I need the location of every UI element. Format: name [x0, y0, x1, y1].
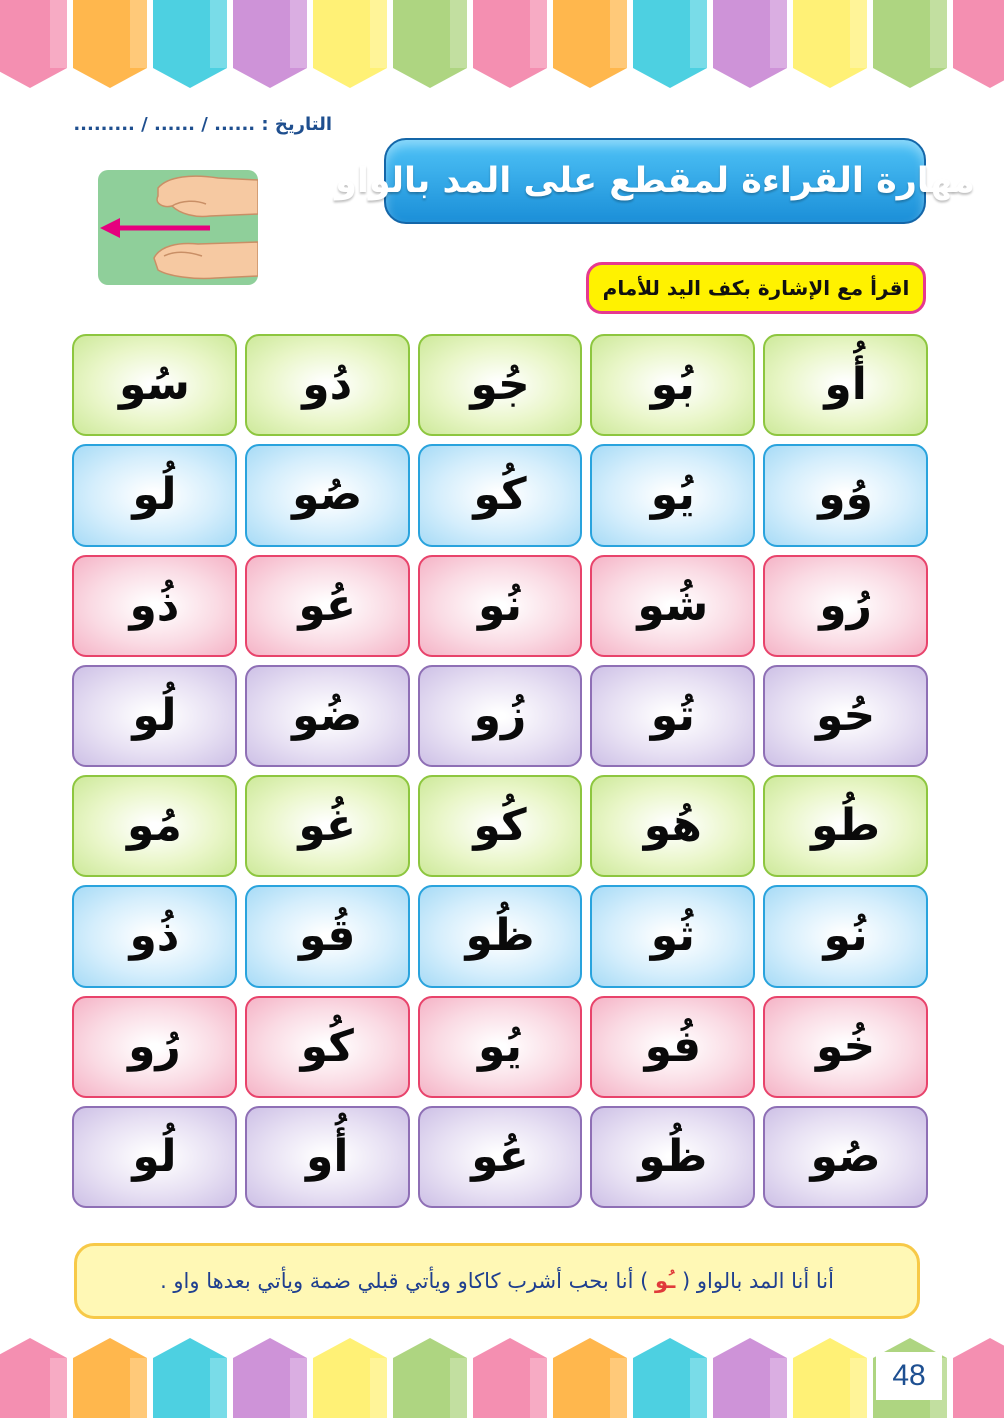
syllable-text: صُو: [292, 469, 363, 521]
pennant-shape: [953, 1338, 1004, 1418]
syllable-text: يُو: [477, 1020, 523, 1072]
syllable-text: ثُو: [650, 910, 695, 962]
syllable-text: ظُو: [465, 910, 535, 962]
syllable-text: كُو: [300, 1020, 354, 1072]
hand-gesture-illustration: [98, 170, 258, 285]
pennant-highlight: [930, 0, 947, 68]
syllable-text: شُو: [637, 579, 709, 631]
syllable-text: عُو: [471, 1130, 529, 1182]
pennant-highlight: [290, 1358, 307, 1418]
syllable-card: [418, 885, 583, 987]
syllable-card: [72, 665, 237, 767]
syllable-text: وُو: [818, 469, 873, 521]
syllable-card: [72, 1106, 237, 1208]
syllable-text: أُو: [306, 1130, 349, 1182]
hand-pointing-forward-icon: [98, 170, 258, 285]
syllable-text: حُو: [815, 689, 876, 741]
lesson-title: مهارة القراءة لمقطع على المد بالواو: [335, 161, 975, 201]
syllable-card: [418, 444, 583, 546]
syllable-card: [590, 775, 755, 877]
syllable-card: [245, 996, 410, 1098]
syllable-text: دُو: [302, 359, 353, 411]
pennant-highlight: [850, 1358, 867, 1418]
syllable-text: سُو: [118, 359, 190, 411]
syllable-card: [590, 334, 755, 436]
pennant-highlight: [610, 0, 627, 68]
rule-note-part1: أنا أنا المد بالواو (: [682, 1269, 834, 1293]
syllable-card: [763, 1106, 928, 1208]
syllable-text: لُو: [132, 469, 177, 521]
rule-note: [160, 1269, 834, 1293]
syllable-text: كُو: [473, 800, 527, 852]
pennant-highlight: [850, 0, 867, 68]
rule-note-highlight: ـُو: [654, 1269, 676, 1293]
pennant-highlight: [770, 1358, 787, 1418]
pennant-highlight: [370, 1358, 387, 1418]
syllable-text: ذُو: [129, 910, 180, 962]
lesson-title-box: [335, 138, 975, 224]
pennant-shape: [953, 0, 1004, 88]
syllable-card: [418, 665, 583, 767]
bottom-decorative-banner: [0, 1336, 1004, 1418]
pennant-highlight: [210, 1358, 227, 1418]
pennant-highlight: [50, 1358, 67, 1418]
syllable-card: [418, 1106, 583, 1208]
syllable-card: [418, 555, 583, 657]
syllable-text: غُو: [298, 800, 357, 852]
syllable-card: [763, 885, 928, 987]
syllable-text: زُو: [473, 689, 527, 741]
syllable-card: [72, 555, 237, 657]
syllable-card: [763, 996, 928, 1098]
pennant-highlight: [50, 0, 67, 68]
syllable-card: [763, 775, 928, 877]
rule-note-part2: ) أنا بحب أشرب كاكاو ويأتي قبلي ضمة ويأتي بعدها واو .: [160, 1269, 649, 1293]
syllable-card: [245, 444, 410, 546]
syllable-card: [763, 665, 928, 767]
syllable-text: يُو: [650, 469, 695, 521]
syllable-text: خُو: [815, 1020, 876, 1072]
syllable-text: جُو: [470, 359, 530, 411]
syllable-card: [72, 775, 237, 877]
bottom-pennant-shapes: [0, 1336, 1004, 1418]
syllable-card: [590, 665, 755, 767]
syllable-card: [590, 555, 755, 657]
syllable-card: [245, 775, 410, 877]
syllable-text: كُو: [473, 469, 527, 521]
syllable-card: [418, 775, 583, 877]
syllable-text: رُو: [819, 579, 872, 631]
syllable-card: [590, 885, 755, 987]
pennant-highlight: [690, 1358, 707, 1418]
syllable-text: صُو: [810, 1130, 881, 1182]
syllable-text: عُو: [298, 579, 357, 631]
page-number: 48: [876, 1352, 942, 1400]
syllable-card: [245, 885, 410, 987]
syllable-card: [245, 1106, 410, 1208]
syllable-text: رُو: [128, 1020, 181, 1072]
top-pennant-shapes: [0, 0, 1004, 92]
syllable-card: [763, 444, 928, 546]
pennant-highlight: [450, 0, 467, 68]
syllable-card: [763, 555, 928, 657]
instruction-box: [586, 262, 926, 314]
pennant-highlight: [450, 1358, 467, 1418]
pennant-highlight: [130, 1358, 147, 1418]
syllable-card: [590, 444, 755, 546]
syllable-card: [590, 1106, 755, 1208]
pennant-highlight: [210, 0, 227, 68]
syllable-text: قُو: [299, 910, 356, 962]
syllable-card: [72, 885, 237, 987]
syllable-card: [590, 996, 755, 1098]
date-line: التاريخ : ...... / ...... / .........: [73, 114, 332, 135]
pennant-highlight: [530, 0, 547, 68]
syllable-card: [245, 334, 410, 436]
syllable-text: نُو: [477, 579, 523, 631]
syllable-card: [245, 665, 410, 767]
syllable-grid: [72, 334, 928, 1208]
pennant-highlight: [690, 0, 707, 68]
syllable-card: [245, 555, 410, 657]
pennant-highlight: [370, 0, 387, 68]
syllable-card: [418, 996, 583, 1098]
syllable-text: أُو: [824, 359, 867, 411]
syllable-text: ضُو: [292, 689, 363, 741]
syllable-text: هُو: [643, 800, 702, 852]
pennant-highlight: [610, 1358, 627, 1418]
rule-note-box: [74, 1243, 920, 1319]
pennant-highlight: [290, 0, 307, 68]
syllable-text: لُو: [132, 689, 177, 741]
instruction-text: اقرأ مع الإشارة بكف اليد للأمام: [602, 276, 910, 300]
syllable-text: ظُو: [638, 1130, 708, 1182]
syllable-card: [72, 444, 237, 546]
syllable-text: مُو: [127, 800, 182, 852]
syllable-text: فُو: [644, 1020, 702, 1072]
syllable-card: [418, 334, 583, 436]
syllable-text: تُو: [650, 689, 695, 741]
pennant-highlight: [130, 0, 147, 68]
syllable-text: لُو: [132, 1130, 177, 1182]
syllable-text: بُو: [650, 359, 695, 411]
pennant-highlight: [770, 0, 787, 68]
top-decorative-banner: [0, 0, 1004, 92]
syllable-card: [763, 334, 928, 436]
syllable-text: نُو: [823, 910, 868, 962]
syllable-card: [72, 334, 237, 436]
syllable-text: ذُو: [129, 579, 180, 631]
syllable-text: طُو: [811, 800, 881, 852]
syllable-card: [72, 996, 237, 1098]
pennant-highlight: [530, 1358, 547, 1418]
